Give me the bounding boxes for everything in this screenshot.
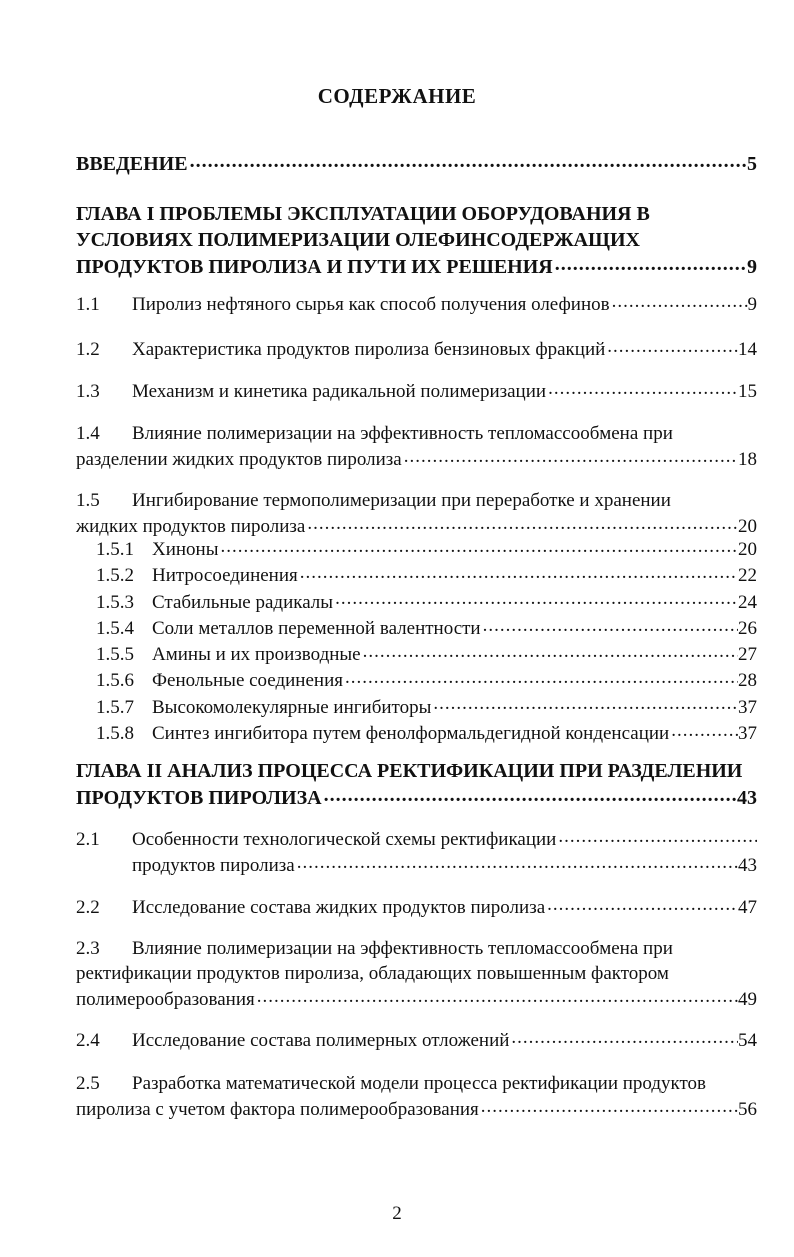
section-number: 1.2 — [76, 339, 100, 360]
toc-entry-chapter-2[interactable] — [76, 758, 757, 811]
section-title: Исследование состава жидких продуктов пиролиза — [132, 897, 546, 918]
section-number: 2.1 — [76, 829, 100, 850]
section-title: Высокомолекулярные ингибиторы — [152, 696, 432, 718]
toc-entry-1-5-5[interactable] — [76, 641, 757, 667]
section-number: 1.5.1 — [96, 539, 134, 560]
dot-leader — [219, 536, 739, 555]
dot-leader — [298, 562, 738, 581]
dot-leader — [333, 589, 738, 608]
section-number: 1.5.5 — [96, 644, 134, 666]
toc-entry-1-1[interactable] — [76, 291, 757, 317]
toc-entry-1-2[interactable] — [76, 336, 757, 362]
chapter-title-line: ГЛАВА II АНАЛИЗ ПРОЦЕССА РЕКТИФИКАЦИИ ПРИ РАЗДЕЛЕНИИ — [76, 760, 743, 782]
section-number: 2.5 — [76, 1073, 100, 1094]
section-title: Соли металлов переменной валентности — [152, 617, 481, 639]
section-title-cont: пиролиза с учетом фактора полимерообразования — [76, 1099, 479, 1120]
dot-leader — [605, 336, 738, 355]
entry-page: 54 — [738, 1030, 757, 1051]
section-number: 2.3 — [76, 938, 100, 959]
entry-page: 14 — [738, 339, 757, 360]
section-number: 1.5.7 — [96, 696, 134, 718]
dot-leader — [481, 615, 738, 634]
toc-entry-1-3[interactable] — [76, 378, 757, 404]
entry-page: 20 — [738, 516, 757, 537]
page-title: СОДЕРЖАНИЕ — [317, 84, 477, 108]
dot-leader — [669, 720, 738, 739]
dot-leader — [546, 378, 738, 397]
entry-page: 20 — [738, 539, 757, 560]
dot-leader — [295, 852, 738, 871]
section-number: 1.5 — [76, 490, 100, 511]
entry-page: 5 — [747, 153, 757, 175]
toc-entry-1-5-2[interactable] — [76, 562, 757, 588]
entry-page: 18 — [738, 449, 757, 470]
dot-leader — [188, 150, 747, 170]
toc-entry-introduction[interactable] — [76, 150, 757, 177]
section-title-cont: ректификации продуктов пиролиза, обладающих повышенным фактором — [76, 963, 669, 984]
section-number: 1.5.6 — [96, 670, 134, 692]
chapter-title-line: ПРОДУКТОВ ПИРОЛИЗА И ПУТИ ИХ РЕШЕНИЯ — [76, 256, 553, 278]
section-title-cont: полимерообразования — [76, 989, 255, 1010]
section-title: Стабильные радикалы — [152, 591, 334, 613]
chapter-title-line: ПРОДУКТОВ ПИРОЛИЗА — [76, 787, 322, 809]
toc-entry-chapter-1[interactable] — [76, 201, 757, 280]
entry-label: ВВЕДЕНИЕ — [76, 153, 188, 175]
entry-page: 9 — [747, 256, 757, 278]
section-title: Исследование состава полимерных отложений — [132, 1030, 510, 1051]
entry-page: 56 — [738, 1099, 757, 1120]
dot-leader — [343, 667, 738, 686]
toc-entry-1-5-6[interactable] — [76, 667, 757, 693]
section-number: 1.3 — [76, 381, 100, 402]
toc-entry-1-5-8[interactable] — [76, 720, 757, 746]
dot-leader — [553, 253, 747, 273]
section-title: Амины и их производные — [152, 644, 361, 666]
dot-leader — [556, 826, 757, 845]
dot-leader — [322, 784, 737, 804]
chapter-title-line: УСЛОВИЯХ ПОЛИМЕРИЗАЦИИ ОЛЕФИНСОДЕРЖАЩИХ — [76, 229, 640, 251]
section-number: 1.5.4 — [96, 617, 134, 639]
section-title: Синтез ингибитора путем фенолформальдегидной конденсации — [152, 723, 670, 745]
toc-entry-1-5-3[interactable] — [76, 589, 757, 615]
toc-entry-1-5[interactable] — [76, 488, 757, 539]
entry-page: 27 — [738, 644, 757, 666]
dot-leader — [431, 694, 738, 713]
entry-page: 26 — [738, 617, 757, 639]
dot-leader — [479, 1096, 738, 1115]
toc-entry-2-5[interactable] — [76, 1071, 757, 1122]
section-number: 1.5.3 — [96, 591, 134, 613]
toc-entry-1-5-1[interactable] — [76, 536, 757, 562]
chapter-title-line: ГЛАВА I ПРОБЛЕМЫ ЭКСПЛУАТАЦИИ ОБОРУДОВАНИЯ В — [76, 203, 650, 225]
toc-entry-1-4[interactable] — [76, 421, 757, 472]
toc-entry-1-5-7[interactable] — [76, 694, 757, 720]
section-title: Механизм и кинетика радикальной полимеризации — [132, 381, 547, 402]
section-title-cont: жидких продуктов пиролиза — [76, 516, 306, 537]
entry-page: 9 — [747, 294, 757, 315]
entry-page: 15 — [738, 381, 757, 402]
toc-entry-1-5-4[interactable] — [76, 615, 757, 641]
section-number: 2.2 — [76, 897, 100, 918]
dot-leader — [509, 1027, 738, 1046]
toc-entry-2-2[interactable] — [76, 894, 757, 920]
entry-page: 49 — [738, 989, 757, 1010]
section-title: Влияние полимеризации на эффективность тепломассообмена при — [132, 938, 673, 959]
section-number: 2.4 — [76, 1030, 100, 1051]
section-title: Ингибирование термополимеризации при переработке и хранении — [132, 490, 671, 511]
section-title: Пиролиз нефтяного сырья как способ получения олефинов — [132, 294, 610, 315]
dot-leader — [402, 446, 738, 465]
dot-leader — [610, 291, 748, 310]
section-number: 1.5.2 — [96, 565, 134, 587]
section-title: Особенности технологической схемы ректификации — [132, 829, 557, 850]
entry-page: 28 — [738, 670, 757, 692]
entry-page: 37 — [738, 696, 757, 718]
section-number: 1.4 — [76, 423, 100, 444]
section-title: Хиноны — [152, 539, 219, 560]
section-title: Фенольные соединения — [152, 670, 343, 692]
entry-page: 22 — [738, 565, 757, 587]
section-number: 1.5.8 — [96, 723, 134, 745]
toc-entry-2-1[interactable] — [76, 826, 757, 878]
dot-leader — [305, 513, 738, 532]
section-title: Влияние полимеризации на эффективность тепломассообмена при — [132, 423, 673, 444]
entry-page: 47 — [738, 897, 757, 918]
section-title: Характеристика продуктов пиролиза бензиновых фракций — [132, 339, 606, 360]
section-title-cont: разделении жидких продуктов пиролиза — [76, 449, 402, 470]
section-title: Нитросоединения — [152, 565, 298, 587]
entry-page: 43 — [738, 855, 757, 876]
page-number: 2 — [392, 1203, 402, 1224]
toc-entry-2-4[interactable] — [76, 1027, 757, 1053]
dot-leader — [361, 641, 738, 660]
section-title-cont: продуктов пиролиза — [132, 855, 295, 876]
entry-page: 37 — [738, 723, 757, 745]
section-title: Разработка математической модели процесса ректификации продуктов — [132, 1073, 707, 1094]
section-number: 1.1 — [76, 294, 100, 315]
dot-leader — [255, 986, 738, 1005]
subsection-list — [76, 536, 757, 746]
entry-page: 24 — [738, 591, 757, 613]
toc-entry-2-3[interactable] — [76, 936, 757, 1012]
entry-page: 43 — [737, 787, 757, 809]
dot-leader — [545, 894, 738, 913]
